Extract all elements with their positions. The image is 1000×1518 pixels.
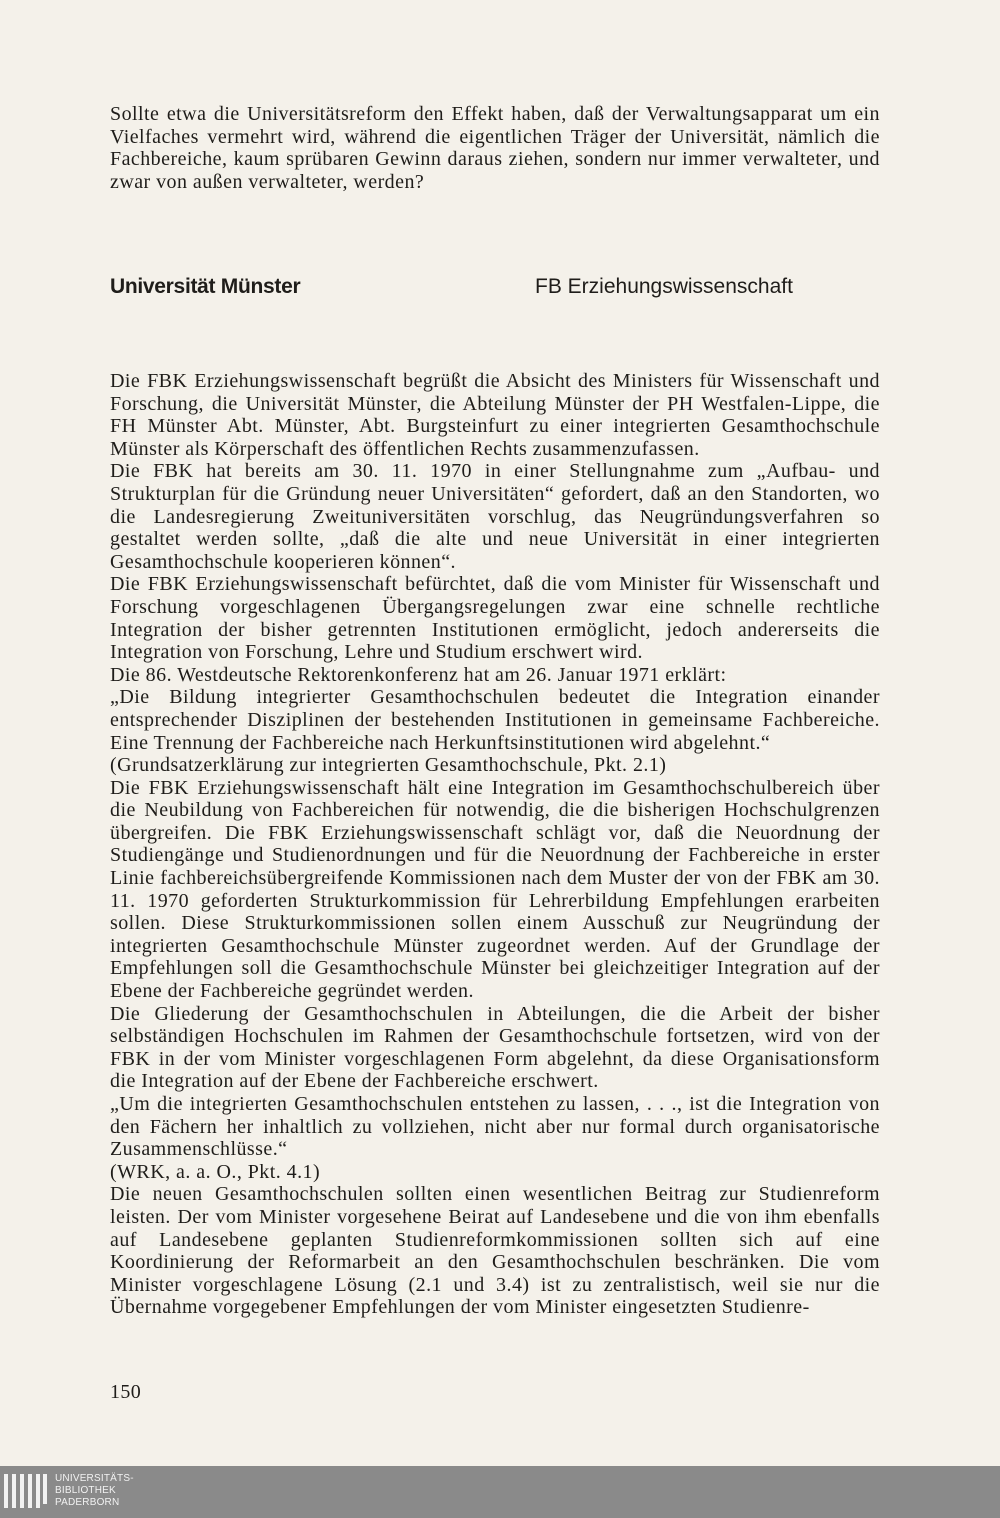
body-paragraph: Die FBK Erziehungswissenschaft begrüßt die Absicht des Ministers für Wissenschaft und Forschung, die Universität Münster, die Abteilung Münster der PH Westfalen-Lippe, die FH Münster Abt. Münster, Abt. Burgsteinfurt zu einer integrierten Gesamthochschule Münster als Körperschaft des öffentlichen Rechts zusammenzufassen.: [110, 370, 880, 460]
body-paragraph: Die neuen Gesamthochschulen sollten einen wesentlichen Beitrag zur Studienreform leisten. Der vom Minister vorgesehene Beirat auf Landesebene und die von ihm ebenfalls auf Landesebene geplanten Studienreformkommissionen sollten sich auf eine Koordinierung der Reformarbeit an den Gesamthochschulen beschränken. Die vom Minister vorgeschlagene Lösung (2.1 und 3.4) ist zu zentralistisch, weil sie nur die Übernahme vorgegebener Empfehlungen der vom Minister eingesetzten Studienre-: [110, 1183, 880, 1319]
body-paragraph: Die Gliederung der Gesamthochschulen in Abteilungen, die die Arbeit der bisher selbständigen Hochschulen im Rahmen der Gesamthochschule fortsetzen, wird von der FBK in der vom Minister vorgeschlagenen Form abgelehnt, da diese Organisationsform die Integration auf der Ebene der Fachbereiche erschwert.: [110, 1002, 880, 1093]
library-logo-line: BIBLIOTHEK: [55, 1485, 116, 1496]
library-footer-bar: [0, 1466, 1000, 1518]
section-department-heading: FB Erziehungswissenschaft: [535, 275, 793, 298]
body-paragraph: Die FBK Erziehungswissenschaft hält eine Integration im Gesamthochschulbereich über die Neubildung von Fachbereichen für notwendig, die die bisherigen Hochschulgrenzen übergreifen. Die FBK Erziehungswissenschaft schlägt vor, daß die Neuordnung der Studiengänge und Studienordnungen und für die Neuordnung der Fachbereiche in erster Linie fachbereichsübergreifende Kommissionen nach dem Muster der von der FBK am 30. 11. 1970 geforderten Strukturkommission für Lehrerbildung Empfehlungen erarbeiten sollen. Diese Strukturkommissionen sollen einem Ausschuß zur Neugründung der integrierten Gesamthochschule Münster zugeordnet werden. Auf der Grundlage der Empfehlungen soll die Gesamthochschule Münster bei gleichzeitiger Integration auf der Ebene der Fachbereiche gegründet werden.: [110, 776, 880, 1003]
library-bars-logo-icon: [4, 1472, 48, 1512]
section-institution-heading: Universität Münster: [110, 275, 301, 298]
page-number: 150: [110, 1381, 142, 1403]
intro-paragraph: Sollte etwa die Universitätsreform den Effekt haben, daß der Verwaltungsapparat um ein Vielfaches vermehrt wird, während die eigentlichen Träger der Universität, nämlich die Fachbereiche, kaum sprübaren Gewinn daraus ziehen, sondern nur immer verwalteter, und zwar von außen verwalteter, werden?: [110, 103, 880, 193]
library-logo-text: [55, 1473, 134, 1509]
body-paragraph: Die FBK hat bereits am 30. 11. 1970 in einer Stellungnahme zum „Aufbau- und Strukturplan für die Gründung neuer Universitäten“ gefordert, daß an den Standorten, wo die Landesregierung Zweituniversitäten vorschlug, das Neugründungsverfahren so gestaltet werden sollte, „daß die alte und neue Universität in einer integrierten Gesamthochschule kooperieren können“.: [110, 460, 880, 573]
citation-paragraph: (Grundsatzerklärung zur integrierten Gesamthochschule, Pkt. 2.1): [110, 754, 667, 777]
quotation-paragraph: „Die Bildung integrierter Gesamthochschulen bedeutet die Integration einander entsprechender Disziplinen der bestehenden Institutionen in gemeinsame Fachbereiche. Eine Trennung der Fachbereiche nach Herkunftsinstitutionen wird abgelehnt.“: [110, 686, 880, 754]
citation-paragraph: (WRK, a. a. O., Pkt. 4.1): [110, 1160, 321, 1183]
body-text: [110, 370, 880, 1319]
body-paragraph: Die FBK Erziehungswissenschaft befürchtet, daß die vom Minister für Wissenschaft und Forschung vorgeschlagenen Übergangsregelungen zwar eine schnelle rechtliche Integration der bisher getrennten Institutionen ermöglicht, jedoch andererseits die Integration von Forschung, Lehre und Studium erschwert wird.: [110, 573, 880, 664]
library-logo-line: UNIVERSITÄTS-: [55, 1473, 134, 1484]
library-logo-line: PADERBORN: [55, 1497, 120, 1508]
quotation-paragraph: „Um die integrierten Gesamthochschulen entstehen zu lassen, . . ., ist die Integration von den Fächern her inhaltlich zu vollziehen, nicht aber nur formal durch organisatorische Zusammenschlüsse.“: [110, 1093, 880, 1161]
body-paragraph: Die 86. Westdeutsche Rektorenkonferenz hat am 26. Januar 1971 erklärt:: [110, 663, 727, 686]
